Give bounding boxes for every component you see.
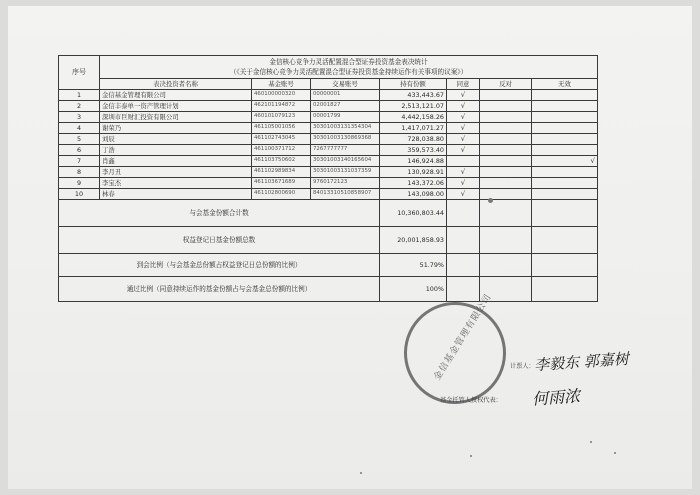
row-fund-account: 461105001056 (252, 123, 311, 134)
attendance-value: 51.79% (380, 254, 447, 277)
row-agree (447, 156, 480, 167)
table-row (59, 156, 598, 167)
row-trade-account: 02001827 (311, 101, 380, 112)
row-seq: 8 (59, 167, 100, 178)
supervisor-signature: 何雨浓 (531, 386, 581, 409)
row-agree: √ (447, 90, 480, 101)
row-seq: 3 (59, 112, 100, 123)
row-invalid (532, 167, 598, 178)
row-agree: √ (447, 123, 480, 134)
row-agree: √ (447, 167, 480, 178)
row-investor-name: 金信基金管理有限公司 (100, 90, 252, 101)
signature-area (440, 345, 670, 415)
summary-row-total (59, 200, 598, 227)
row-invalid (532, 112, 598, 123)
row-shares: 143,372.06 (380, 178, 447, 189)
title-line-2: （《关于金信核心竞争力灵活配置混合型证券投资基金持续运作有关事项的议案》） (229, 68, 468, 76)
row-seq: 4 (59, 123, 100, 134)
row-trade-account: 00000001 (311, 90, 380, 101)
row-seq: 5 (59, 134, 100, 145)
counter-signature: 李毅东 郭嘉树 (533, 349, 630, 375)
row-fund-account: 461103750602 (252, 156, 311, 167)
counter-label: 计票人： (510, 363, 535, 370)
row-shares: 4,442,158.26 (380, 112, 447, 123)
summary-row-attendance (59, 254, 598, 277)
row-invalid (532, 123, 598, 134)
row-fund-account: 462101194872 (252, 101, 311, 112)
table-row (59, 189, 598, 200)
row-seq: 6 (59, 145, 100, 156)
table-row (59, 101, 598, 112)
summary-row-pass (59, 277, 598, 302)
registered-value: 20,001,858.93 (380, 227, 447, 254)
row-oppose (480, 101, 532, 112)
row-shares: 359,573.40 (380, 145, 447, 156)
row-fund-account: 461100371712 (252, 145, 311, 156)
row-oppose (480, 134, 532, 145)
row-shares: 2,513,121.07 (380, 101, 447, 112)
row-agree: √ (447, 134, 480, 145)
row-seq: 7 (59, 156, 100, 167)
row-agree: √ (447, 101, 480, 112)
table-row (59, 112, 598, 123)
row-investor-name: 林春 (100, 189, 252, 200)
row-investor-name: 金信丰泰单一资产管理计划 (100, 101, 252, 112)
company-seal-text: 金信基金管理有限公司 (432, 292, 495, 383)
row-oppose (480, 90, 532, 101)
attendance-label: 到会比例（与会基金总份额占权益登记日总份额的比例） (59, 254, 380, 277)
registered-label: 权益登记日基金份额总数 (59, 227, 380, 254)
row-agree: √ (447, 178, 480, 189)
header-shares: 持有份额 (380, 79, 447, 90)
pass-value: 100% (380, 277, 447, 302)
row-invalid (532, 145, 598, 156)
row-oppose (480, 178, 532, 189)
row-investor-name: 肖鑫 (100, 156, 252, 167)
row-oppose (480, 156, 532, 167)
row-fund-account: 461103671689 (252, 178, 311, 189)
row-shares: 143,098.00 (380, 189, 447, 200)
row-oppose (480, 189, 532, 200)
row-investor-name: 李宝杰 (100, 178, 252, 189)
table-row (59, 178, 598, 189)
row-oppose (480, 123, 532, 134)
seq-header: 序号 (59, 56, 100, 90)
row-shares: 728,038.80 (380, 134, 447, 145)
row-oppose (480, 145, 532, 156)
row-seq: 9 (59, 178, 100, 189)
row-trade-account: 00001799 (311, 112, 380, 123)
row-investor-name: 丁浩 (100, 145, 252, 156)
row-shares: 130,928.91 (380, 167, 447, 178)
header-agree: 同意 (447, 79, 480, 90)
row-seq: 1 (59, 90, 100, 101)
header-name: 表决投资者名称 (100, 79, 252, 90)
row-oppose (480, 167, 532, 178)
row-oppose (480, 112, 532, 123)
row-investor-name: 李月丑 (100, 167, 252, 178)
row-investor-name: 深圳市巨财汇投资有限公司 (100, 112, 252, 123)
table-row (59, 134, 598, 145)
row-investor-name: 刘辰 (100, 134, 252, 145)
row-trade-account: 30301003131354304 (311, 123, 380, 134)
header-oppose: 反对 (480, 79, 532, 90)
pass-label: 通过比例（同意持续运作的基金份额占与会基金总份额的比例） (59, 277, 380, 302)
row-trade-account: 30301003131037359 (311, 167, 380, 178)
table-row (59, 145, 598, 156)
row-invalid (532, 90, 598, 101)
vote-statistics-table (58, 55, 598, 302)
row-shares: 146,924.88 (380, 156, 447, 167)
row-trade-account: 7267777777 (311, 145, 380, 156)
summary-row-registered (59, 227, 598, 254)
row-trade-account: 84013310510858907 (311, 189, 380, 200)
supervisor-label: 基金托管人授权代表： (440, 397, 502, 404)
row-seq: 10 (59, 189, 100, 200)
row-agree: √ (447, 189, 480, 200)
row-agree: √ (447, 112, 480, 123)
total-value: 10,360,803.44 (380, 200, 447, 227)
total-label: 与会基金份额合计数 (59, 200, 380, 227)
row-shares: 433,443.67 (380, 90, 447, 101)
header-trade-account: 交易账号 (311, 79, 380, 90)
table-row (59, 90, 598, 101)
row-invalid (532, 134, 598, 145)
header-invalid: 无效 (532, 79, 598, 90)
title-row (59, 56, 598, 79)
header-fund-account: 基金账号 (252, 79, 311, 90)
header-row (59, 79, 598, 90)
row-fund-account: 461102989834 (252, 167, 311, 178)
row-invalid (532, 189, 598, 200)
row-fund-account: 460100000320 (252, 90, 311, 101)
row-trade-account: 30301003130869368 (311, 134, 380, 145)
row-shares: 1,417,071.27 (380, 123, 447, 134)
row-invalid: √ (532, 156, 598, 167)
row-fund-account: 460101079123 (252, 112, 311, 123)
row-invalid (532, 101, 598, 112)
row-trade-account: 30301003140165604 (311, 156, 380, 167)
row-seq: 2 (59, 101, 100, 112)
row-fund-account: 461102800690 (252, 189, 311, 200)
row-agree: √ (447, 145, 480, 156)
title-line-1: 金信核心竞争力灵活配置混合型证券投资基金表决统计 (269, 58, 428, 66)
row-investor-name: 谢荣乃 (100, 123, 252, 134)
table-title (100, 56, 598, 79)
table-row (59, 167, 598, 178)
table-row (59, 123, 598, 134)
row-invalid (532, 178, 598, 189)
row-trade-account: 9760172123 (311, 178, 380, 189)
row-fund-account: 461102743045 (252, 134, 311, 145)
